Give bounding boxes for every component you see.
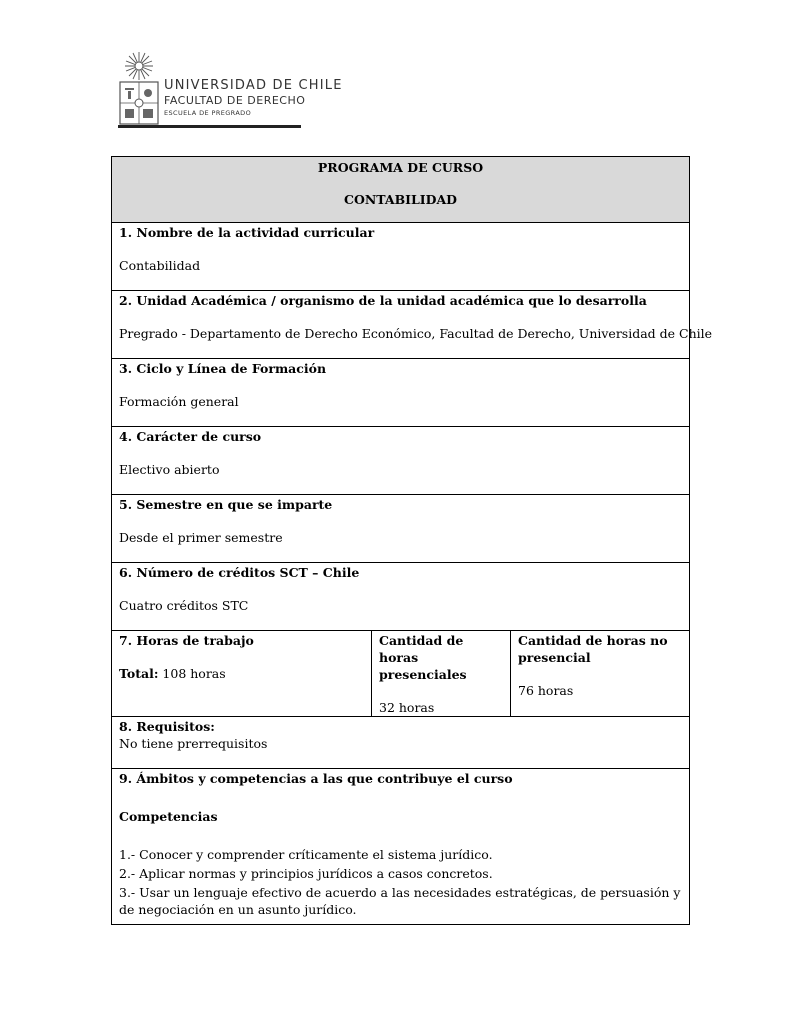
section-2-label: 2. Unidad Académica / organismo de la unidad académica que lo desarrolla	[119, 293, 647, 308]
section-8-row	[112, 717, 690, 769]
university-logo	[118, 50, 343, 132]
competencia-item: 2.- Aplicar normas y principios jurídicos a casos concretos.	[119, 866, 493, 881]
section-8-label: 8. Requisitos:	[119, 719, 215, 734]
section-1-label: 1. Nombre de la actividad curricular	[119, 225, 375, 240]
section-3-label: 3. Ciclo y Línea de Formación	[119, 361, 327, 376]
total-hours	[119, 665, 364, 682]
logo-university-name: UNIVERSIDAD DE CHILE	[164, 78, 343, 93]
competencia-item: 1.- Conocer y comprender críticamente el sistema jurídico.	[119, 847, 493, 862]
section-3-value: Formación general	[119, 394, 239, 409]
section-6-row	[112, 563, 690, 631]
logo-faculty-name: FACULTAD DE DERECHO	[164, 94, 306, 107]
course-title: CONTABILIDAD	[344, 192, 458, 207]
section-5-row	[112, 495, 690, 563]
section-9-row	[112, 769, 690, 925]
section-9-label: 9. Ámbitos y competencias a las que contribuye el curso	[119, 771, 513, 786]
section-6-value: Cuatro créditos STC	[119, 598, 249, 613]
section-8-value: No tiene prerrequisitos	[119, 736, 268, 751]
section-7-row	[112, 631, 690, 717]
competencia-item: 3.- Usar un lenguaje efectivo de acuerdo a las necesidades estratégicas, de persuasión y de negociación en un asunto jurídico.	[119, 885, 681, 917]
no-presencial-hours-value: 76 horas	[518, 683, 574, 698]
no-presencial-hours-label: Cantidad de horas no presencial	[518, 633, 668, 665]
header-row	[112, 157, 690, 223]
logo-school-name: ESCUELA DE PREGRADO	[164, 109, 252, 117]
program-title: PROGRAMA DE CURSO	[317, 160, 484, 175]
competencias-heading: Competencias	[119, 809, 218, 824]
section-4-value: Electivo abierto	[119, 462, 220, 477]
course-program-table	[111, 156, 713, 925]
section-2-value: Pregrado - Departamento de Derecho Económico, Facultad de Derecho, Universidad de Chile	[119, 326, 713, 341]
section-7-label: 7. Horas de trabajo	[119, 633, 254, 648]
total-hours-value: 108 horas	[158, 666, 226, 681]
section-5-label: 5. Semestre en que se imparte	[119, 497, 333, 512]
section-5-value: Desde el primer semestre	[119, 530, 283, 545]
presencial-hours-value: 32 horas	[379, 700, 435, 715]
logo-underline	[118, 125, 301, 128]
section-6-label: 6. Número de créditos SCT – Chile	[119, 565, 360, 580]
university-emblem-icon	[118, 50, 162, 130]
section-4-row	[112, 427, 690, 495]
total-hours-label: Total:	[119, 666, 159, 681]
section-1-value: Contabilidad	[119, 258, 201, 273]
section-3-row	[112, 359, 690, 427]
presencial-hours-label: Cantidad de horas presenciales	[379, 633, 467, 682]
section-1-row	[112, 223, 690, 291]
section-2-row	[112, 291, 690, 359]
section-4-label: 4. Carácter de curso	[119, 429, 262, 444]
